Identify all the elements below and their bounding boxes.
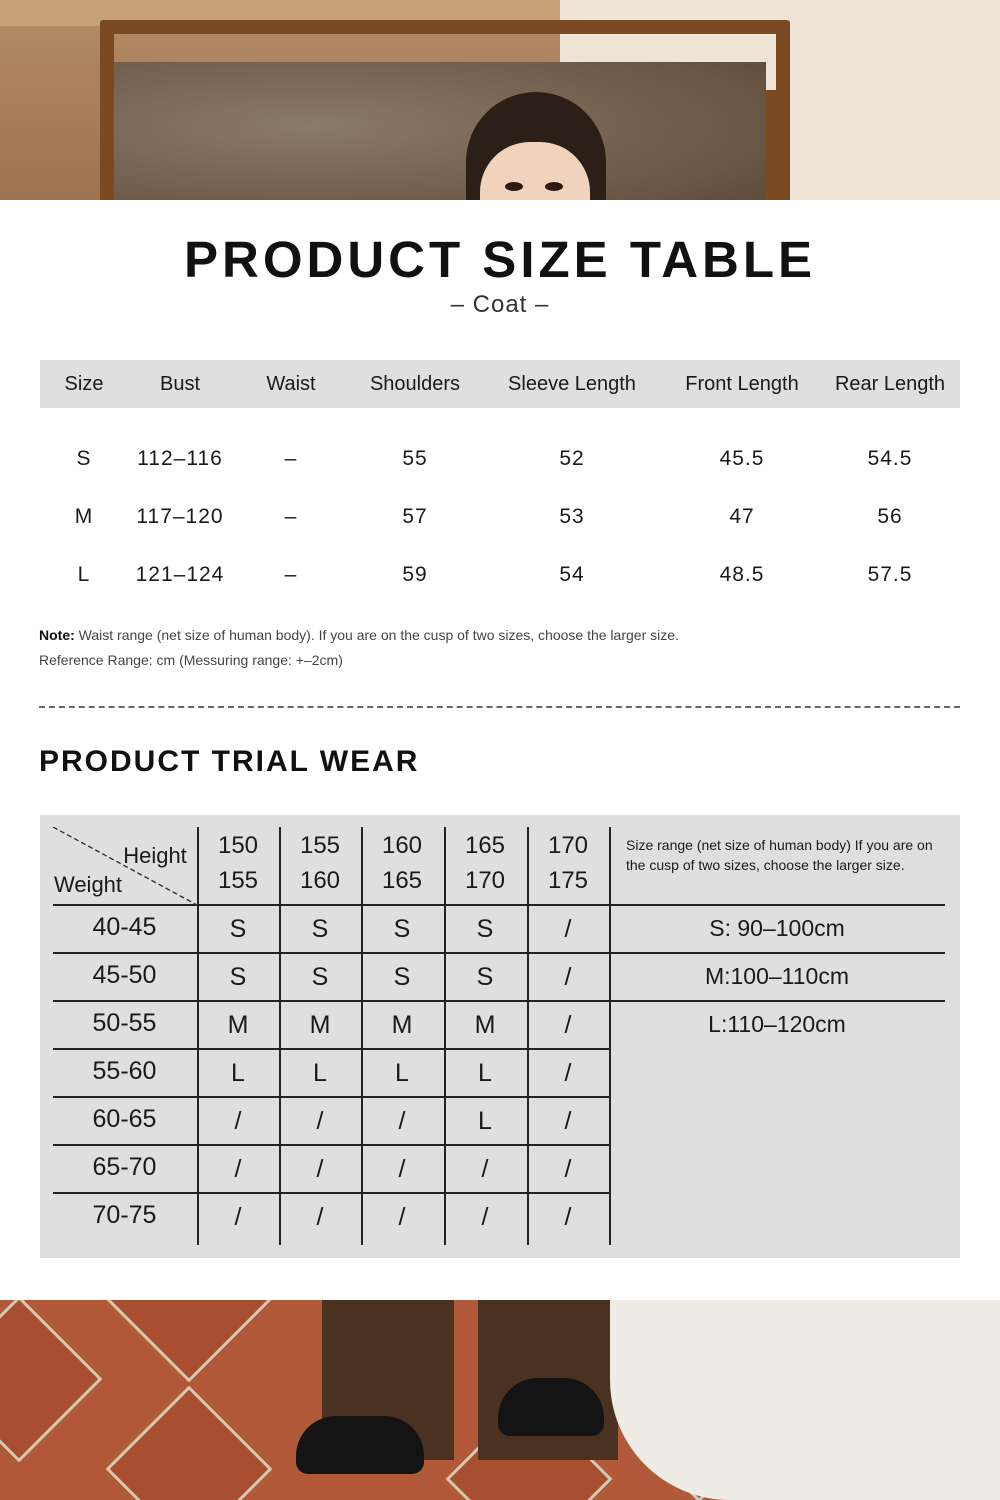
recommended-size-cell: /: [564, 1155, 572, 1183]
cell-rear-length: 57.5: [867, 563, 913, 586]
wooden-post: [765, 90, 781, 200]
cell-rear-length: 56: [877, 505, 903, 528]
grid-line-horizontal: [53, 1144, 609, 1146]
height-to: 175: [547, 867, 589, 894]
corner-height-label: Height: [123, 843, 187, 868]
grid-line-horizontal: [609, 1000, 945, 1002]
height-range-header: [197, 829, 279, 899]
cell-bust: 112–116: [137, 447, 223, 470]
recommended-size-cell: /: [564, 1059, 572, 1087]
cell-bust: 121–124: [135, 563, 225, 586]
recommended-size-cell: /: [234, 1107, 242, 1135]
recommended-size-cell: /: [398, 1203, 406, 1231]
grid-line-horizontal: [53, 1096, 609, 1098]
recommended-size-cell: S: [229, 963, 247, 991]
weight-range-label: 60-65: [92, 1105, 157, 1133]
cell-size: L: [77, 563, 91, 586]
recommended-size-cell: S: [476, 963, 494, 991]
cell-shoulders: 59: [402, 563, 428, 586]
column-header-size: Size: [64, 372, 104, 395]
recommended-size-cell: /: [398, 1107, 406, 1135]
recommended-size-cell: /: [481, 1155, 489, 1183]
recommended-size-cell: S: [393, 963, 411, 991]
note-line: [39, 623, 679, 648]
column-header-sleeve-length: Sleeve Length: [508, 372, 636, 395]
cell-sleeve-length: 54: [559, 563, 585, 586]
column-header-bust: Bust: [159, 372, 201, 395]
shoe-right: [498, 1378, 604, 1436]
weight-range-label: 55-60: [92, 1057, 157, 1085]
table-row: [40, 546, 960, 604]
weight-range-label: 40-45: [92, 913, 157, 941]
corner-weight-label: Weight: [53, 872, 123, 897]
weight-range-label: 65-70: [92, 1153, 157, 1181]
grid-line-horizontal: [53, 1000, 609, 1002]
shoe-left: [296, 1416, 424, 1474]
recommended-size-cell: L: [478, 1107, 492, 1135]
recommended-size-cell: /: [234, 1203, 242, 1231]
recommended-size-cell: /: [234, 1155, 242, 1183]
stone-panel: [114, 62, 766, 200]
recommended-size-cell: M: [227, 1011, 249, 1039]
trial-wear-table: [40, 815, 960, 1258]
height-from: 170: [547, 832, 589, 859]
weight-range-label: 50-55: [92, 1009, 157, 1037]
page-subtitle: – Coat –: [450, 291, 550, 318]
trial-title: PRODUCT TRIAL WEAR: [39, 745, 420, 778]
size-range-value: L:110–120cm: [708, 1011, 846, 1037]
note-label: Note:: [39, 627, 75, 643]
height-to: 155: [217, 867, 259, 894]
grid-line-horizontal: [53, 1192, 609, 1194]
recommended-size-cell: /: [316, 1155, 324, 1183]
cell-sleeve-length: 53: [559, 505, 585, 528]
height-range-header: [361, 829, 443, 899]
height-from: 150: [217, 832, 259, 859]
height-to: 160: [299, 867, 341, 894]
size-range-value: M:100–110cm: [704, 963, 850, 989]
recommended-size-cell: L: [395, 1059, 409, 1087]
cell-size: M: [74, 505, 94, 528]
cell-size: S: [76, 447, 92, 470]
size-notes: [39, 623, 679, 673]
table-row: [40, 488, 960, 546]
column-header-rear-length: Rear Length: [834, 372, 946, 395]
recommended-size-cell: /: [398, 1155, 406, 1183]
cell-sleeve-length: 52: [559, 447, 585, 470]
recommended-size-cell: M: [474, 1011, 496, 1039]
cell-front-length: 47: [729, 505, 755, 528]
column-header-shoulders: Shoulders: [369, 372, 461, 395]
model-eye-right: [545, 182, 563, 191]
note-text: Waist range (net size of human body). If you are on the cusp of two sizes, choose the larger size.: [74, 627, 679, 643]
recommended-size-cell: S: [476, 915, 494, 943]
grid-line-horizontal: [609, 952, 945, 954]
recommended-size-cell: /: [564, 1011, 572, 1039]
recommended-size-cell: /: [316, 1203, 324, 1231]
table-row: [40, 430, 960, 488]
height-from: 165: [464, 832, 506, 859]
height-to: 165: [381, 867, 423, 894]
model-eye-left: [505, 182, 523, 191]
cell-shoulders: 57: [402, 505, 428, 528]
height-range-header: [279, 829, 361, 899]
bottom-photo: [0, 1300, 1000, 1500]
column-header-front-length: Front Length: [685, 372, 799, 395]
cell-waist: –: [284, 447, 298, 470]
cell-front-length: 48.5: [719, 563, 765, 586]
cell-waist: –: [284, 505, 298, 528]
size-range-note: Size range (net size of human body) If you are on the cusp of two sizes, choose the larger size.: [626, 837, 933, 873]
page-title: PRODUCT SIZE TABLE: [183, 231, 817, 288]
size-range-value: S: 90–100cm: [709, 915, 845, 941]
size-table: [40, 360, 960, 604]
cell-waist: –: [284, 563, 298, 586]
recommended-size-cell: /: [564, 915, 572, 943]
recommended-size-cell: /: [564, 1107, 572, 1135]
recommended-size-cell: S: [311, 915, 329, 943]
recommended-size-cell: /: [564, 963, 572, 991]
floor-tile: [106, 1300, 273, 1382]
cell-shoulders: 55: [402, 447, 428, 470]
height-range-header: [527, 829, 609, 899]
recommended-size-cell: /: [481, 1203, 489, 1231]
recommended-size-cell: M: [309, 1011, 331, 1039]
floor-tile: [106, 1386, 273, 1500]
grid-line-horizontal: [53, 1048, 609, 1050]
recommended-size-cell: L: [313, 1059, 327, 1087]
grid-line-horizontal: [53, 952, 609, 954]
height-from: 160: [381, 832, 423, 859]
recommended-size-cell: S: [393, 915, 411, 943]
cell-front-length: 45.5: [719, 447, 765, 470]
recommended-size-cell: L: [231, 1059, 245, 1087]
recommended-size-cell: L: [478, 1059, 492, 1087]
recommended-size-cell: /: [564, 1203, 572, 1231]
top-photo: [0, 0, 1000, 200]
weight-range-label: 45-50: [92, 961, 157, 989]
reference-range: Reference Range: cm (Messuring range: +–2cm): [39, 652, 343, 668]
recommended-size-cell: /: [316, 1107, 324, 1135]
recommended-size-cell: S: [311, 963, 329, 991]
size-table-header: [40, 360, 960, 408]
grid-line-horizontal: [609, 904, 945, 906]
height-range-header: [444, 829, 526, 899]
dashed-divider: [39, 706, 960, 708]
floor-tile: [0, 1300, 102, 1462]
recommended-size-cell: M: [391, 1011, 413, 1039]
cell-bust: 117–120: [136, 505, 224, 528]
weight-range-label: 70-75: [92, 1201, 157, 1229]
white-cloth: [610, 1300, 1000, 1500]
recommended-size-cell: S: [229, 915, 247, 943]
height-to: 170: [464, 867, 506, 894]
column-header-waist: Waist: [266, 372, 316, 395]
cell-rear-length: 54.5: [867, 447, 913, 470]
height-from: 155: [299, 832, 341, 859]
